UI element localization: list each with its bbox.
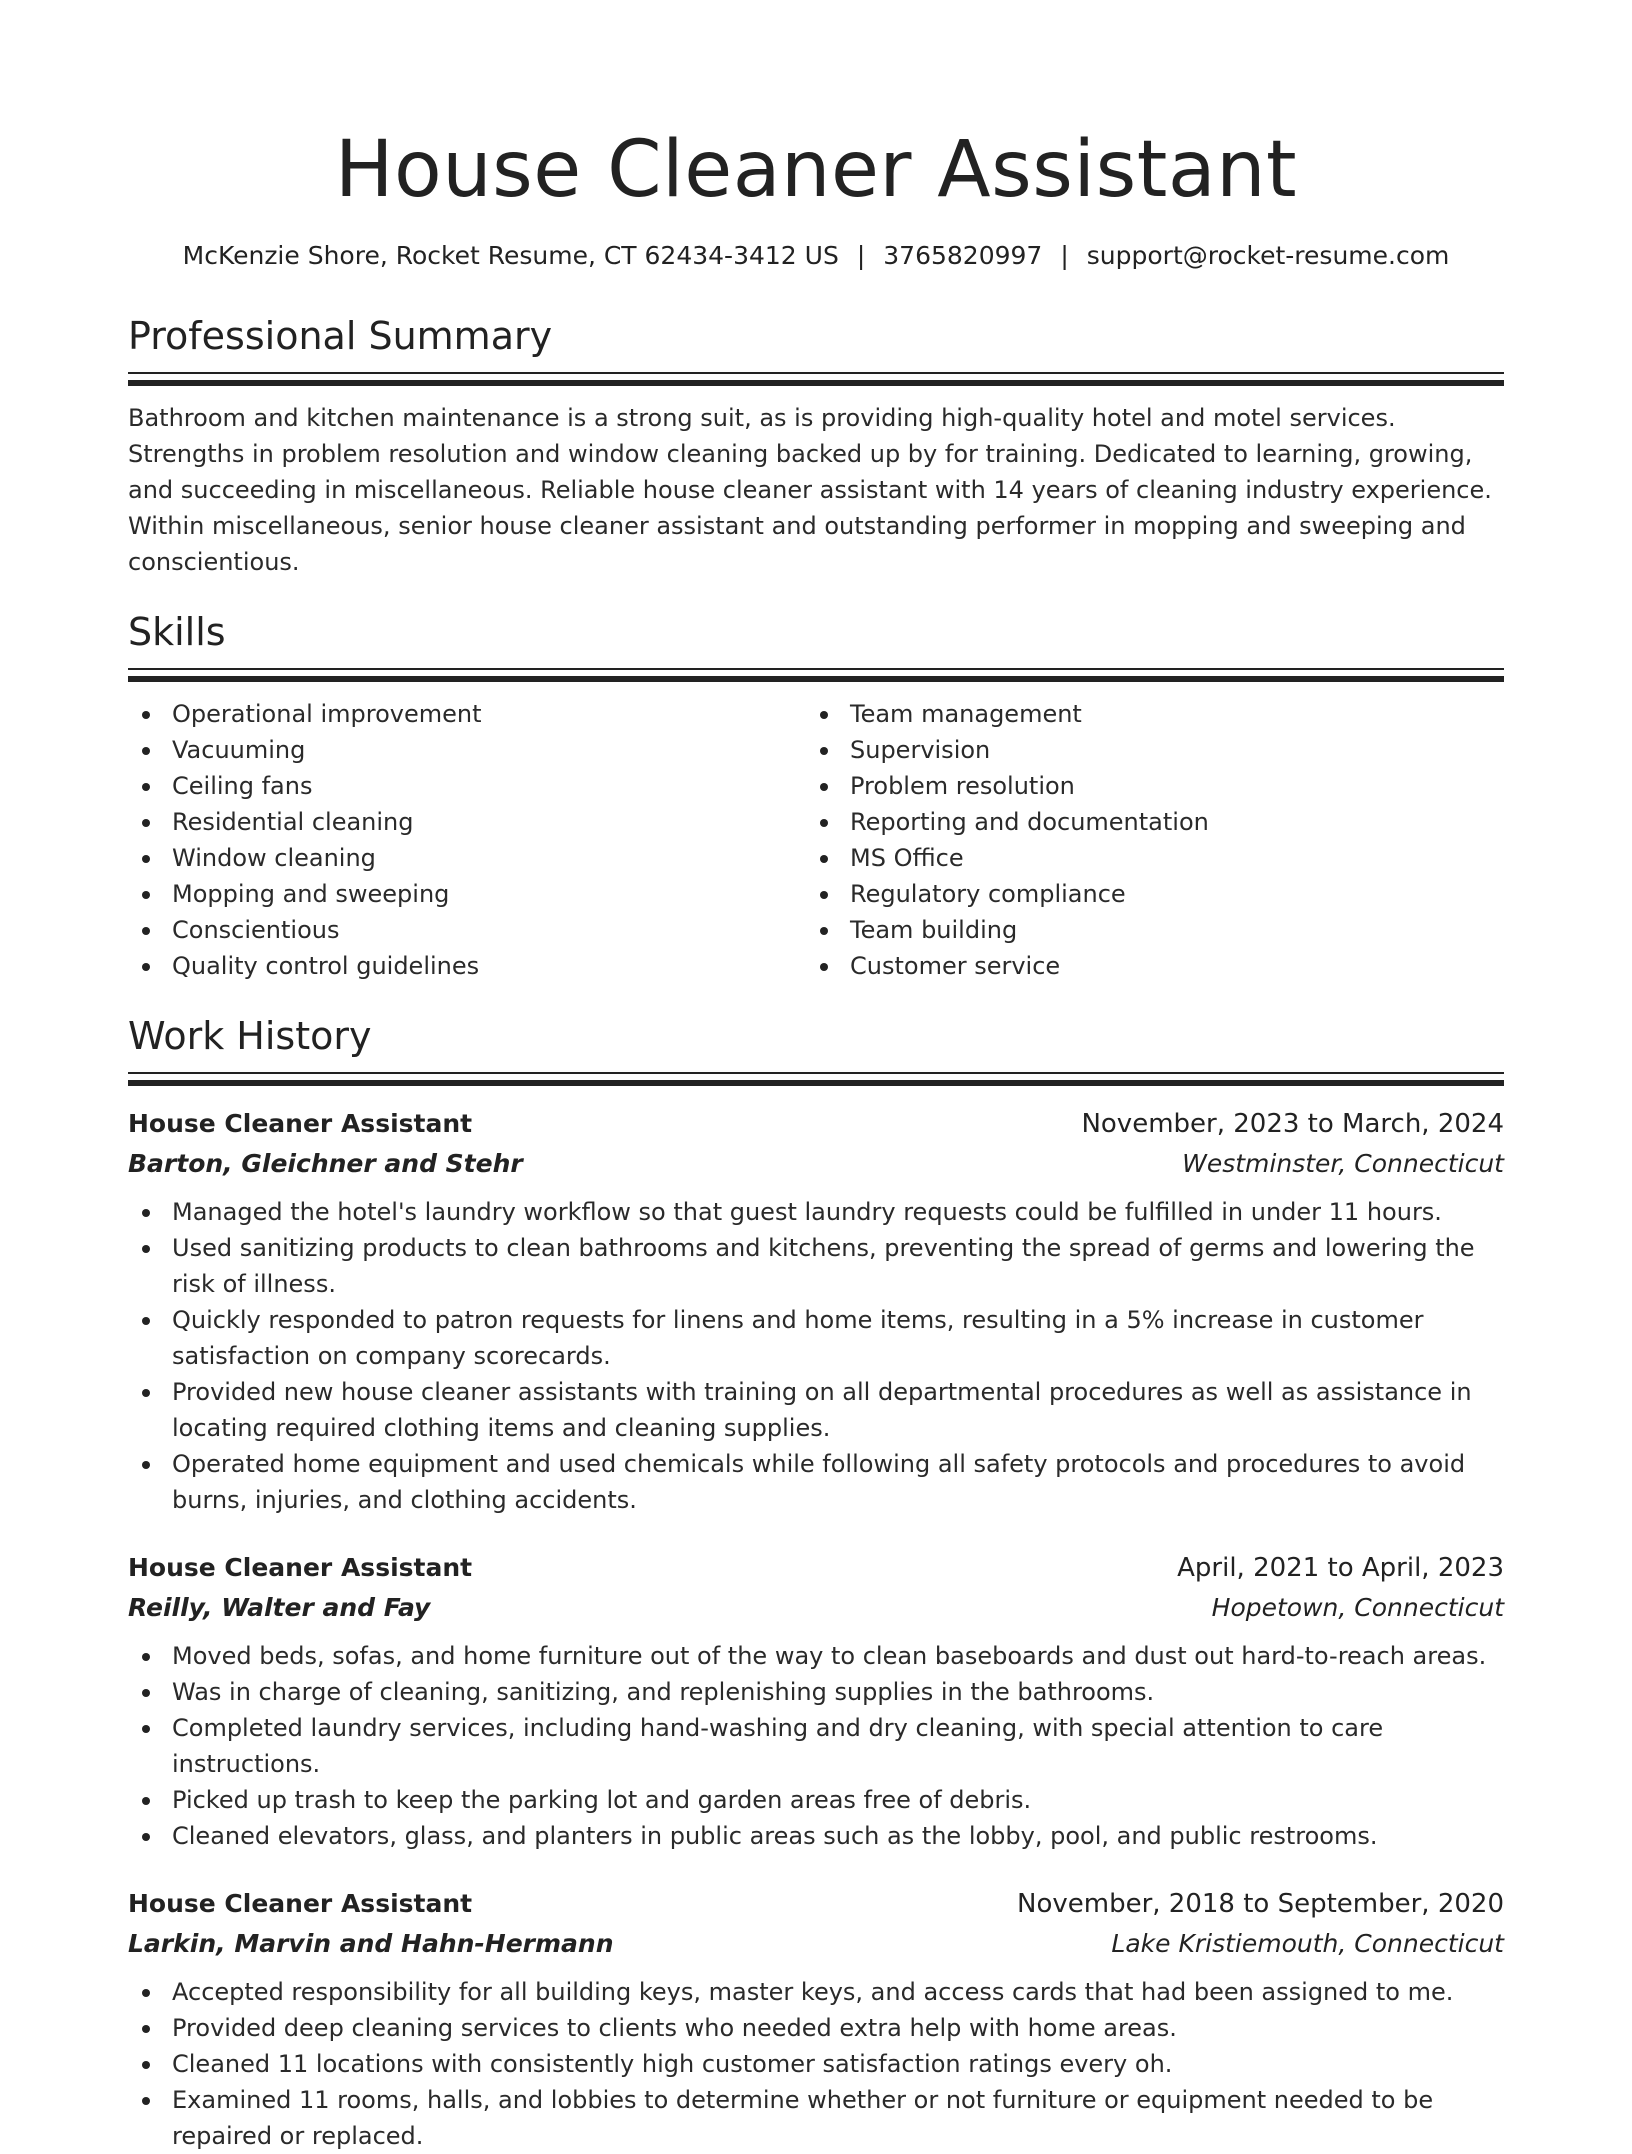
job-bullet: Examined 11 rooms, halls, and lobbies to determine whether or not furniture or equipment needed to be repaired or replaced. <box>128 2082 1504 2154</box>
skill-item: Conscientious <box>128 912 806 948</box>
skill-item: Reporting and documentation <box>806 804 1484 840</box>
skill-item: Quality control guidelines <box>128 948 806 984</box>
job-entry <box>128 1884 1504 2154</box>
skill-item: Window cleaning <box>128 840 806 876</box>
contact-separator: | <box>856 241 866 270</box>
resume-title: House Cleaner Assistant <box>334 125 1298 215</box>
summary-section <box>128 312 1504 580</box>
section-divider <box>128 668 1504 682</box>
job-location: Westminster, Connecticut <box>1182 1149 1504 1178</box>
skills-column-left <box>128 696 806 984</box>
job-location: Hopetown, Connecticut <box>1211 1593 1504 1622</box>
job-title: House Cleaner Assistant <box>128 1553 473 1582</box>
skill-item: Residential cleaning <box>128 804 806 840</box>
job-location: Lake Kristiemouth, Connecticut <box>1111 1929 1504 1958</box>
skill-item: MS Office <box>806 840 1484 876</box>
job-dates: April, 2021 to April, 2023 <box>1177 1553 1504 1583</box>
skill-item: Team management <box>806 696 1484 732</box>
job-bullet: Provided new house cleaner assistants with training on all departmental procedures as well as assistance in locating required clothing items and cleaning supplies. <box>128 1374 1504 1446</box>
skills-section <box>128 608 1504 984</box>
job-title: House Cleaner Assistant <box>128 1889 473 1918</box>
contact-phone: 3765820997 <box>883 241 1043 270</box>
summary-text: Bathroom and kitchen maintenance is a strong suit, as is providing high-quality hotel and motel services. Strengths in problem resolution and window cleaning backed up by for training. Dedicated to learning, growing, and succeeding in miscellaneous. Reliable house cleaner assistant with 14 years of cleaning industry experience. Within miscellaneous, senior house cleaner assistant and outstanding performer in mopping and sweeping and conscientious. <box>128 404 1492 576</box>
job-bullet: Accepted responsibility for all building keys, master keys, and access cards that had been assigned to me. <box>128 1974 1504 2010</box>
skill-item: Customer service <box>806 948 1484 984</box>
job-bullets <box>128 1194 1504 1518</box>
job-entry <box>128 1104 1504 1518</box>
job-bullet: Operated home equipment and used chemicals while following all safety protocols and procedures to avoid burns, injuries, and clothing accidents. <box>128 1446 1504 1518</box>
job-dates: November, 2018 to September, 2020 <box>1017 1889 1504 1919</box>
skill-item: Operational improvement <box>128 696 806 732</box>
contact-line <box>128 238 1504 274</box>
job-company-row <box>128 1924 1504 1964</box>
job-bullet: Cleaned 11 locations with consistently high customer satisfaction ratings every oh. <box>128 2046 1504 2082</box>
skill-item: Supervision <box>806 732 1484 768</box>
job-bullets <box>128 1638 1504 1854</box>
job-bullet: Quickly responded to patron requests for linens and home items, resulting in a 5% increase in customer satisfaction on company scorecards. <box>128 1302 1504 1374</box>
job-bullet: Provided deep cleaning services to clients who needed extra help with home areas. <box>128 2010 1504 2046</box>
job-bullet: Completed laundry services, including hand-washing and dry cleaning, with special attention to care instructions. <box>128 1710 1504 1782</box>
skill-item: Mopping and sweeping <box>128 876 806 912</box>
job-header-row <box>128 1884 1504 1924</box>
skills-column-right <box>806 696 1484 984</box>
contact-email: support@rocket-resume.com <box>1086 241 1450 270</box>
job-company: Larkin, Marvin and Hahn-Hermann <box>128 1929 614 1958</box>
resume-page <box>128 0 1504 2154</box>
skill-item: Problem resolution <box>806 768 1484 804</box>
job-bullet: Used sanitizing products to clean bathrooms and kitchens, preventing the spread of germs and lowering the risk of illness. <box>128 1230 1504 1302</box>
skill-item: Regulatory compliance <box>806 876 1484 912</box>
job-company-row <box>128 1144 1504 1184</box>
section-divider <box>128 1072 1504 1086</box>
job-bullet: Picked up trash to keep the parking lot and garden areas free of debris. <box>128 1782 1504 1818</box>
job-entry <box>128 1548 1504 1854</box>
skills-heading: Skills <box>128 610 226 654</box>
skill-item: Team building <box>806 912 1484 948</box>
job-bullet: Moved beds, sofas, and home furniture out of the way to clean baseboards and dust out hard-to-reach areas. <box>128 1638 1504 1674</box>
job-company: Reilly, Walter and Fay <box>128 1593 431 1622</box>
job-company-row <box>128 1588 1504 1628</box>
work-history-section <box>128 1012 1504 2154</box>
job-bullet: Cleaned elevators, glass, and planters in public areas such as the lobby, pool, and public restrooms. <box>128 1818 1504 1854</box>
skill-item: Vacuuming <box>128 732 806 768</box>
contact-address: McKenzie Shore, Rocket Resume, CT 62434-3412 US <box>182 241 839 270</box>
summary-heading: Professional Summary <box>128 314 553 358</box>
contact-separator: | <box>1060 241 1069 270</box>
job-title: House Cleaner Assistant <box>128 1109 473 1138</box>
job-bullet: Was in charge of cleaning, sanitizing, and replenishing supplies in the bathrooms. <box>128 1674 1504 1710</box>
skills-grid <box>128 696 1504 984</box>
section-divider <box>128 372 1504 386</box>
job-company: Barton, Gleichner and Stehr <box>128 1149 523 1178</box>
job-header-row <box>128 1548 1504 1588</box>
job-bullet: Managed the hotel's laundry workflow so that guest laundry requests could be fulfilled in under 11 hours. <box>128 1194 1504 1230</box>
job-dates: November, 2023 to March, 2024 <box>1081 1109 1504 1139</box>
job-bullets <box>128 1974 1504 2154</box>
work-history-heading: Work History <box>128 1014 372 1058</box>
skill-item: Ceiling fans <box>128 768 806 804</box>
job-header-row <box>128 1104 1504 1144</box>
